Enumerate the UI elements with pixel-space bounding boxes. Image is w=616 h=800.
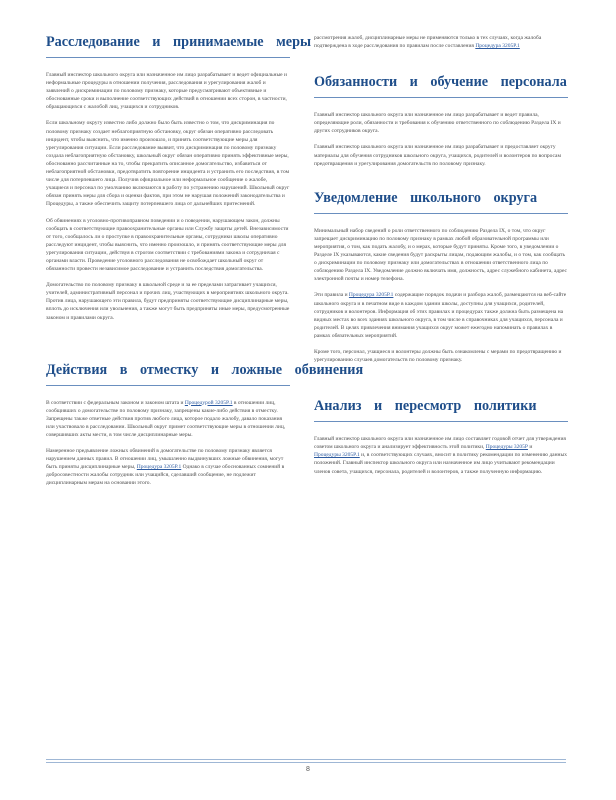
- section-divider: [314, 213, 568, 214]
- paragraph: [314, 34, 568, 50]
- text: по правилам после составления: [399, 43, 474, 50]
- procedure-link[interactable]: Процедура 3205P.1: [475, 43, 520, 50]
- text: и, в соответствующих случаях, вносит в политику рекомендации по изменению данных положений. Главный инспектор школьного округа или назначенное им лицо учитывают рекомендации членов совета, учащихся, персонала, родителей и волонтеров, а также полученную информацию.: [314, 452, 567, 475]
- paragraph: Кроме того, персонал, учащиеся и волонтеры должны быть ознакомлены с мерами по предотвращению и урегулированию случаев домогательств по половому признаку.: [314, 348, 562, 364]
- procedure-link[interactable]: Процедуры 3205P.1: [314, 452, 360, 459]
- text: В соответствии с федеральным законом и законом штата и: [46, 399, 184, 406]
- section-title-investigation: Расследование и принимаемые меры: [46, 34, 312, 50]
- paragraph: [46, 447, 290, 487]
- text: и: [529, 444, 533, 451]
- paragraph: [314, 435, 568, 475]
- section-title-district-notice: Уведомление школьного округа: [314, 189, 538, 206]
- section-title-staff-training: Обязанности и обучение персонала: [314, 74, 567, 91]
- paragraph: Домогательство по половому признаку в школьной среде и за ее пределами затрагивает учащихся, учителей, административный персонал и прочих лиц, участвующих в мероприятиях школьного округа. Против лица, нарушающего эти правила, будут предприняты соответствующие дисциплинарные меры, вплоть до исключения или увольнения, а также могут быть предприняты иные меры, предусмотренные законом и правилами округа.: [46, 282, 290, 321]
- procedure-link[interactable]: Процедурой 3205P.1: [184, 399, 233, 406]
- paragraph: Если школьному округу известно либо должно было быть известно о том, что дискриминация по половому признаку создает неблагоприятную обстановку, округ обязан оперативно расследовать инцидент, чтобы выяснить, что именно произошло, и принять соответствующие меры для урегулирования ситуации. Если расследование выявит, что дискриминация по половому признаку создала неблагоприятную обстановку, школьный округ обязан оперативно принять эффективные меры, обоснованно рассчитанные на то, чтобы прекратить описанное домогательство, избавиться от неблагоприятной обстановки, предотвратить повторение инцидента и устранить его последствия, в том числе для потерпевшего лица. Получив официальное или неформальное сообщение о жалобе, учащиеся и персонал по умолчанию включаются в работу по устранению нарушений. Школьный округ обязан принять меры для сбора и оценки фактов, при этом не нарушая положений законодательства и Процедуры, а также обеспечить защиту потерпевшего лица от дальнейших притеснений.: [46, 120, 290, 208]
- right-column: [314, 34, 568, 476]
- text: рассмотрения жалоб, дисциплинарные меры не применяются только в тех случаях, когда жалоба подтверждена в ходе расследования: [314, 35, 542, 50]
- procedure-link[interactable]: Процедуры 3205P: [485, 444, 528, 451]
- text: Эти правила и: [314, 292, 348, 299]
- text: в отношении лиц, сообщивших о домогательстве по половому признаку, запрещены какие-либо действия в отместку. Запрещены также ответные действия против любого лица, которое подало жалобу, давало показания или участвовало в расследовании. Школьный округ примет соответствующие меры в отношении лиц, совершивших акты мести, в том числе дисциплинарные меры.: [46, 399, 286, 438]
- text: Однако в случае обоснованных сомнений в добросовестности жалобы сотрудник или учащийся, сделавший сообщение, не подлежит дисциплинарным мерам на основании этого.: [46, 464, 285, 487]
- paragraph: Главный инспектор школьного округа или назначенное им лицо разрабатывает и предоставляет округу материалы для обучения сотрудников школьного округа, учащихся, родителей и волонтеров по вопросам предотвращения и урегулирования домогательств по половому признаку.: [314, 144, 561, 167]
- paragraph: Главный инспектор школьного округа или назначенное им лицо разрабатывает и ведет официальные и неформальные процедуры в отношении получения, расследования и урегулирования жалоб и заявлений о дискриминации по половому признаку, которые предусматривают объективные и обоснованные сроки и выполнение соответствующих действий в отношении всех сторон, в частности, обращающихся с жалобой лиц, учащихся и сотрудников.: [46, 72, 287, 111]
- paragraph: [46, 399, 290, 439]
- procedure-link[interactable]: Процедура 3205P.1: [136, 464, 182, 471]
- paragraph: Об обвинениях в уголовно-противоправном поведении и о поведении, нарушающем закон, должны сообщать в соответствующие правоохранительные органы или Службу защиты детей. Внезависимости от того, сообщалось ли о проступке в правоохранительные органы, сотрудники школы оперативно расследуют инцидент, чтобы выяснить, что именно произошло, и принять соответствующие меры для урегулирования ситуации, действуя в строгом соответствии с требованиями закона и сотрудничая с органами власти. Проведение уголовного расследования не освобождает школьный округ от обязанности провести независимое расследование и устранить последствия домогательства.: [46, 217, 289, 273]
- text: Главный инспектор школьного округа или назначенное им лицо составляет годовой отчет для утверждения советом школьного округа и анализирует эффективность этой политики,: [314, 436, 566, 451]
- section-title-policy-review: Анализ и пересмотр политики: [314, 398, 537, 415]
- section-title-retaliation: Действия в отместку и ложные обвинения: [46, 361, 364, 378]
- paragraph: Главный инспектор школьного округа или назначенное им лицо разрабатывает и ведет правила, определяющие роли, обязанности и требования к обучению ответственного по соблюдению Раздела IX и других сотрудников округа.: [314, 112, 561, 135]
- text: Намеренное предъявление ложных обвинений в домогательстве по половому признаку является нарушением данных правил. В отношении лиц, умышленно выдвинувших ложные обвинения, могут быть приняты дисциплинарные меры,: [46, 448, 284, 471]
- procedure-link[interactable]: Процедура 3205P.1: [348, 292, 394, 299]
- footer-rule: [46, 762, 566, 763]
- paragraph: [314, 291, 568, 340]
- section-divider: [46, 57, 290, 58]
- text: содержащие порядок подачи и разбора жалоб, размещаются на веб-сайте школьного округа и в печатном виде в каждом здании школы, доступны для учащихся, родителей, сотрудников и волонтеров. Информация об этих правилах и процедурах также должна быть размещена на видных местах во всех зданиях школьного округа, в том числе в справочниках для учащихся, персонала и родителей. В целях привлечения внимания учащихся округ может ежегодно напоминать о правилах в рамках обязательных мероприятий.: [314, 292, 567, 339]
- section-divider: [314, 421, 568, 422]
- section-divider: [314, 97, 568, 98]
- page-number: 8: [306, 766, 310, 773]
- section-divider: [46, 385, 290, 386]
- paragraph: Минимальный набор сведений о роли ответственного по соблюдению Раздела IX, о том, что округ запрещает дискриминацию по половому признаку в рамках любой образовательной программы или мероприятия, о том, как подать жалобу, и о мерах, которые будут приняты. Кроме того, в уведомлении о Разделе IX указываются, какие сведения будут раскрыты лицам, подающим жалобы, и о том, как сообщать о дискриминации по половому признаку или домогательствах в отношении ответственного лица по соблюдению Раздела IX. Уведомление должно включать имя, должность, адрес служебного кабинета, адрес электронной почты и номер телефона.: [314, 227, 567, 283]
- footer-rule: [46, 759, 566, 760]
